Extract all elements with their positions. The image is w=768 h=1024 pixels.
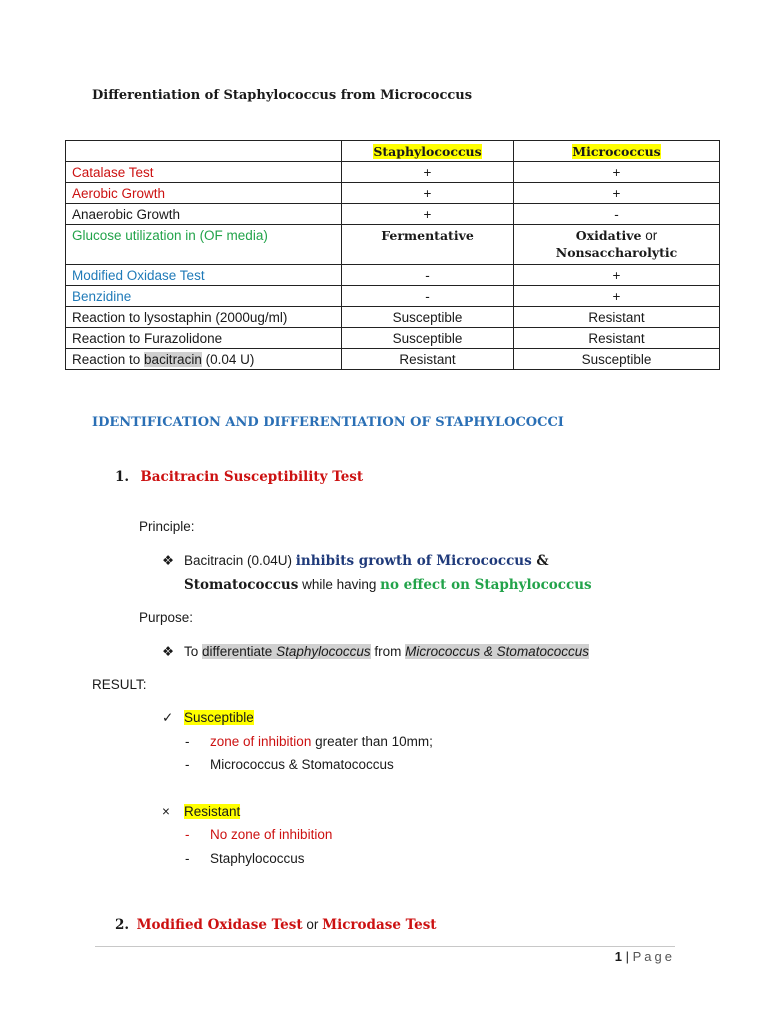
resistant-line2-text: Staphylococcus (210, 851, 305, 866)
or-text: or (641, 228, 658, 243)
row-label-anaerobic: Anaerobic Growth (66, 204, 342, 225)
section-heading: IDENTIFICATION AND DIFFERENTIATION OF STAPHYLOCOCCI (92, 415, 564, 430)
cell-micro (514, 225, 720, 265)
page-word: Page (632, 949, 675, 964)
cell-micro: + (514, 265, 720, 286)
cell-micro: + (514, 162, 720, 183)
principle-text-d: Stomatococcus (184, 577, 299, 593)
test1-heading (115, 469, 363, 485)
footer-divider (95, 946, 675, 947)
table-header-row (66, 141, 720, 162)
comparison-table (65, 140, 720, 370)
purpose-text-a: To (184, 644, 203, 659)
page-footer (615, 949, 675, 964)
test2-heading (115, 917, 437, 933)
resistant-line2 (185, 851, 305, 866)
test2-number: 2. (115, 917, 130, 933)
cell-micro: + (514, 183, 720, 204)
table-row (66, 349, 720, 370)
page-number: 1 (614, 949, 623, 964)
row-label-catalase: Catalase Test (66, 162, 342, 183)
purpose-text-e: Micrococcus & Stomatococcus (405, 644, 589, 659)
principle-label: Principle: (139, 519, 195, 534)
test1-title: Bacitracin Susceptibility Test (140, 469, 364, 485)
table-row (66, 225, 720, 265)
label-pre: Reaction to (72, 351, 145, 367)
header-staphylococcus-text: Staphylococcus (373, 143, 482, 159)
zone-of-inhibition-text: zone of inhibition (210, 734, 312, 749)
row-label-glucose: Glucose utilization in (OF media) (66, 225, 342, 265)
dash-bullet: - (185, 757, 190, 772)
table-row (66, 265, 720, 286)
table-row (66, 286, 720, 307)
principle-bullet-line1 (162, 553, 549, 569)
purpose-label: Purpose: (139, 610, 194, 625)
diamond-bullet-icon: ❖ (162, 553, 175, 568)
table-row (66, 204, 720, 225)
document-title: Differentiation of Staphylococcus from Micrococcus (92, 88, 473, 103)
test2-title1: Modified Oxidase Test (136, 917, 303, 933)
cell-micro: Resistant (514, 307, 720, 328)
susceptible-line1 (185, 734, 433, 749)
susceptible-line2-text: Micrococcus & Stomatococcus (210, 757, 394, 772)
purpose-bullet (162, 644, 589, 660)
cell-staph: + (342, 162, 514, 183)
row-label-furazolidone: Reaction to Furazolidone (66, 328, 342, 349)
table-header-empty (66, 141, 342, 162)
cell-staph: - (342, 286, 514, 307)
table-header-micrococcus (514, 141, 720, 162)
principle-text-a: Bacitracin (0.04U) (184, 553, 296, 568)
resistant-label: Resistant (184, 804, 241, 819)
test2-title2: Microdase Test (322, 917, 437, 933)
table-row (66, 162, 720, 183)
cell-staph: Susceptible (342, 307, 514, 328)
principle-text-e: while having (298, 577, 381, 592)
cell-staph: Resistant (342, 349, 514, 370)
cell-micro: Susceptible (514, 349, 720, 370)
nonsaccharolytic-text: Nonsaccharolytic (555, 245, 678, 260)
header-micrococcus-text: Micrococcus (572, 143, 661, 159)
oxidative-text: Oxidative (575, 228, 642, 243)
resistant-line1 (185, 827, 332, 842)
dash-bullet: - (185, 827, 190, 842)
row-label-benzidine: Benzidine (66, 286, 342, 307)
page-separator: | (622, 949, 633, 964)
test2-or: or (302, 917, 323, 932)
purpose-text-c: Staphylococcus (276, 644, 371, 659)
resistant-item (162, 804, 240, 819)
bacitracin-highlight: bacitracin (144, 351, 202, 367)
cell-micro: + (514, 286, 720, 307)
susceptible-item (162, 710, 254, 726)
table-row (66, 183, 720, 204)
resistant-line1-text: No zone of inhibition (210, 827, 333, 842)
table-row (66, 307, 720, 328)
principle-text-f: no effect on Staphylococcus (380, 577, 592, 593)
cell-staph: Fermentative (342, 225, 514, 265)
susceptible-line1-rest: greater than 10mm; (311, 734, 433, 749)
result-label: RESULT: (92, 677, 147, 692)
purpose-text-b: differentiate (202, 644, 277, 659)
principle-bullet-line2 (184, 577, 592, 593)
susceptible-label: Susceptible (184, 710, 254, 725)
test1-number: 1. (115, 469, 130, 485)
cell-micro: Resistant (514, 328, 720, 349)
cell-staph: + (342, 183, 514, 204)
x-mark-icon: × (162, 804, 170, 819)
label-post: (0.04 U) (201, 351, 255, 367)
principle-text-b: inhibits growth of Micrococcus (295, 553, 532, 569)
cell-staph: + (342, 204, 514, 225)
principle-text-c: & (531, 553, 549, 569)
cell-staph: Susceptible (342, 328, 514, 349)
cell-micro: - (514, 204, 720, 225)
table-header-staphylococcus (342, 141, 514, 162)
checkmark-icon: ✓ (162, 710, 174, 725)
purpose-text-d: from (370, 644, 406, 659)
susceptible-line2 (185, 757, 394, 772)
dash-bullet: - (185, 851, 190, 866)
diamond-bullet-icon: ❖ (162, 644, 175, 659)
table-row (66, 328, 720, 349)
cell-staph: - (342, 265, 514, 286)
row-label-lysostaphin: Reaction to lysostaphin (2000ug/ml) (66, 307, 342, 328)
row-label-modified-oxidase: Modified Oxidase Test (66, 265, 342, 286)
dash-bullet: - (185, 734, 190, 749)
row-label-aerobic: Aerobic Growth (66, 183, 342, 204)
row-label-bacitracin (66, 349, 342, 370)
